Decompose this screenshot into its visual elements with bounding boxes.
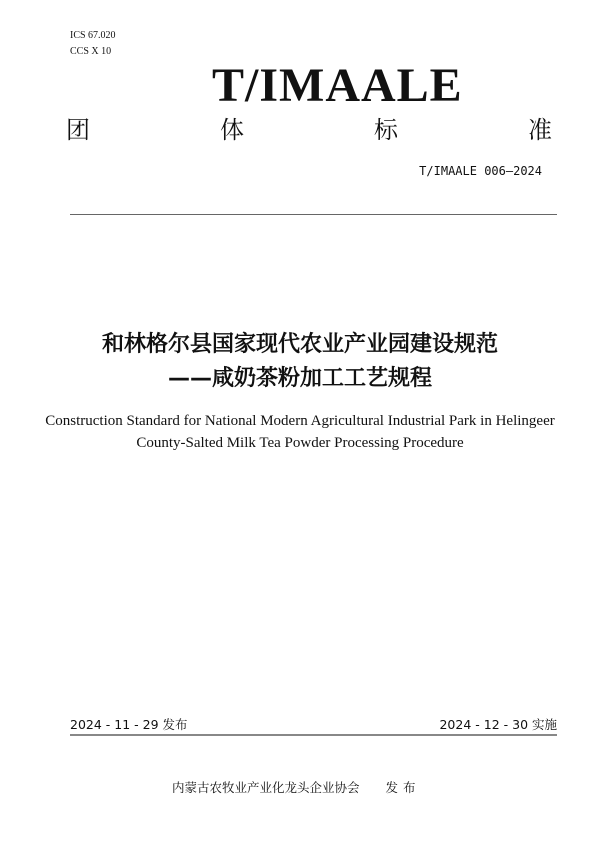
chinese-title-line: 和林格尔县国家现代农业产业园建设规范 — [101, 332, 498, 357]
english-title-line: Construction Standard for National Modern Agricultural Industrial Park in Helingeer — [45, 413, 555, 429]
ccs-classification: CCS X 10 — [70, 46, 112, 57]
chinese-title — [0, 328, 600, 396]
publish-date: 2024 - 11 - 29 发布 — [70, 717, 188, 732]
standard-type-heading — [66, 118, 552, 142]
english-title — [0, 410, 600, 454]
header-divider — [70, 214, 557, 215]
standard-type-char: 团 — [66, 116, 90, 144]
standard-type-char: 体 — [220, 116, 244, 144]
publish-action: 发布 — [385, 780, 421, 795]
publisher-name: 内蒙古农牧业产业化龙头企业协会 — [172, 780, 360, 795]
footer-divider — [70, 734, 557, 736]
standard-type-char: 准 — [528, 116, 552, 144]
effective-date: 2024 - 12 - 30 实施 — [439, 717, 557, 732]
ics-classification: ICS 67.020 — [70, 30, 116, 41]
chinese-subtitle-line: ——咸奶茶粉加工工艺规程 — [167, 366, 432, 391]
standard-type-char: 标 — [374, 116, 398, 144]
publisher-line — [172, 778, 421, 796]
standard-code: T/IMAALE 006—2024 — [419, 164, 542, 178]
standard-brand-logo: T/IMAALE — [212, 59, 463, 112]
english-title-line: County-Salted Milk Tea Powder Processing Procedure — [136, 435, 464, 451]
